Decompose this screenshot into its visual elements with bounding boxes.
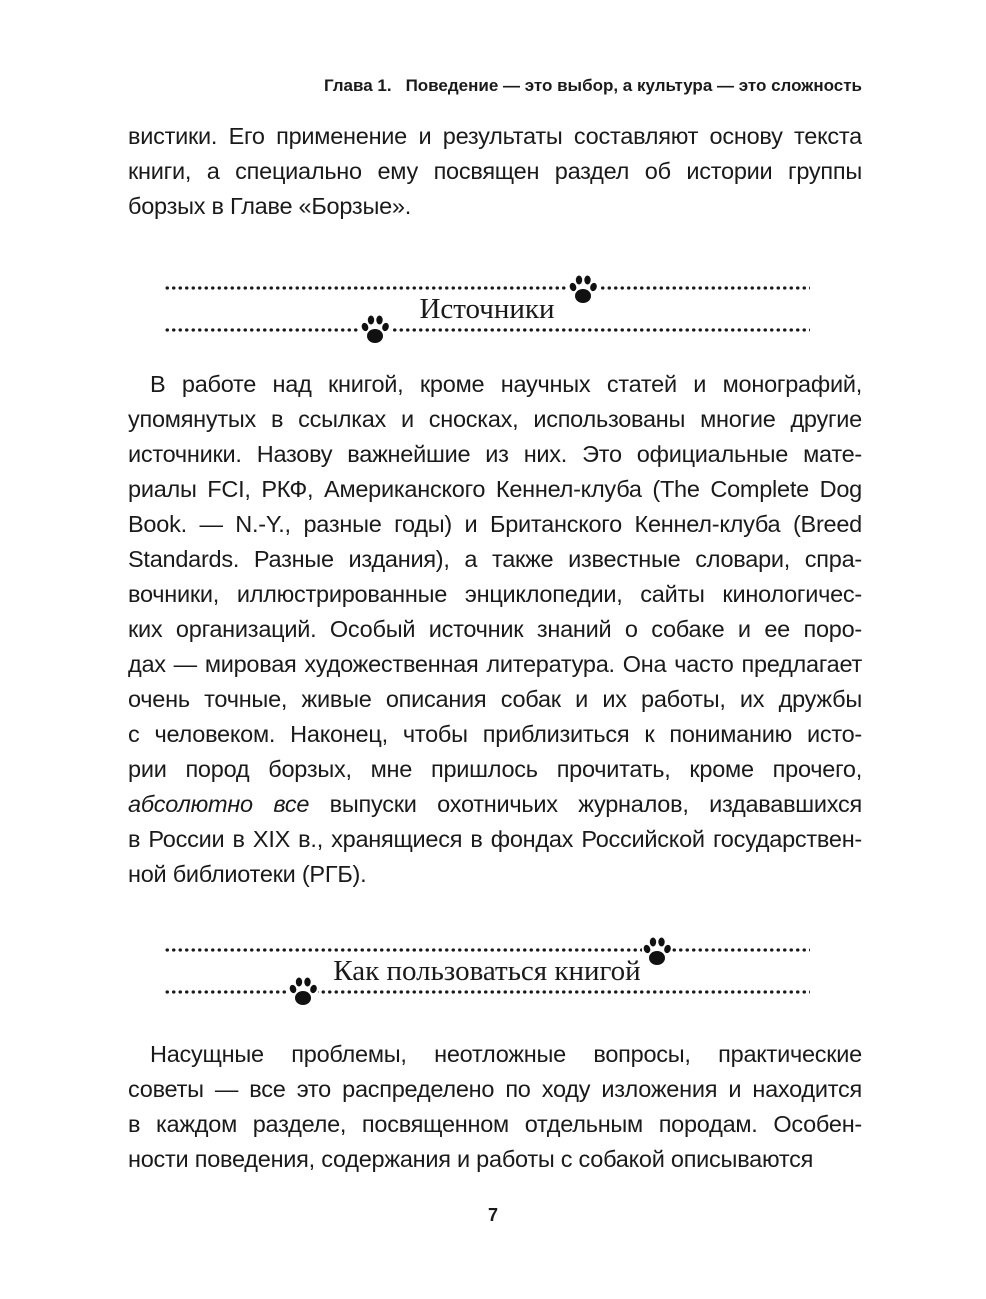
text-line: вистики. Его применение и результаты составляют основу текста (128, 123, 862, 149)
paragraph-sources (128, 367, 862, 892)
running-header-chapter: Глава 1. (323, 76, 392, 95)
text-line: ких организаций. Особый источник знаний о собаке и ее поро- (128, 616, 862, 642)
section-heading-sources (164, 272, 810, 342)
text-line: Book. — N.-Y., разные годы) и Британского Кеннел-клуба (Breed (128, 511, 862, 537)
section-title: Источники (415, 293, 558, 325)
paragraph-how-to-use (128, 1037, 862, 1177)
emphasis: абсолютно все (128, 791, 310, 817)
dotted-rule (164, 328, 810, 332)
dotted-rule (164, 990, 810, 994)
text-line: в России в XIX в., хранящиеся в фондах Российской государствен- (128, 826, 862, 852)
text-line: с человеком. Наконец, чтобы приблизиться к пониманию исто- (128, 721, 862, 747)
dotted-rule (164, 286, 810, 290)
text-line: очень точные, живые описания собак и их работы, их дружбы (128, 686, 862, 712)
text-line: риалы FCI, РКФ, Американского Кеннел-клуба (The Complete Dog (128, 476, 862, 502)
text-line: книги, а специально ему посвящен раздел об истории группы (128, 158, 862, 184)
text-line: советы — все это распределено по ходу изложения и находится (128, 1076, 862, 1102)
text-line: упомянутых в ссылках и сносках, использованы многие другие (128, 406, 862, 432)
text-line: в каждом разделе, посвященном отдельным породам. Особен- (128, 1111, 862, 1137)
section-heading-how-to-use (164, 934, 810, 1004)
text-line: Насущные проблемы, неотложные вопросы, практические (150, 1041, 862, 1067)
page-number: 7 (487, 1205, 498, 1225)
text-line: рии пород борзых, мне пришлось прочитать, кроме прочего, (128, 756, 862, 782)
text-line: вочники, иллюстрированные энциклопедии, сайты кинологичес- (128, 581, 862, 607)
text-line: источники. Назову важнейшие из них. Это официальные мате- (128, 441, 862, 467)
dotted-rule (164, 948, 810, 952)
text-line (128, 787, 862, 822)
text-run: выпуски охотничьих журналов, издававшихся (309, 791, 862, 817)
text-line: В работе над книгой, кроме научных статей и монографий, (150, 371, 862, 397)
text-line: борзых в Главе «Борзые». (128, 193, 411, 219)
section-title: Как пользоваться книгой (329, 955, 644, 987)
running-header-title: Поведение — это выбор, а культура — это сложность (405, 76, 862, 95)
text-line: Standards. Разные издания), а также известные словари, спра- (128, 546, 862, 572)
text-line: ной библиотеки (РГБ). (128, 861, 367, 887)
paragraph-intro-continuation (128, 119, 862, 224)
text-line: дах — мировая художественная литература. Она часто предлагает (128, 651, 862, 677)
text-line: ности поведения, содержания и работы с собакой описываются (128, 1146, 814, 1172)
running-header (324, 76, 862, 96)
